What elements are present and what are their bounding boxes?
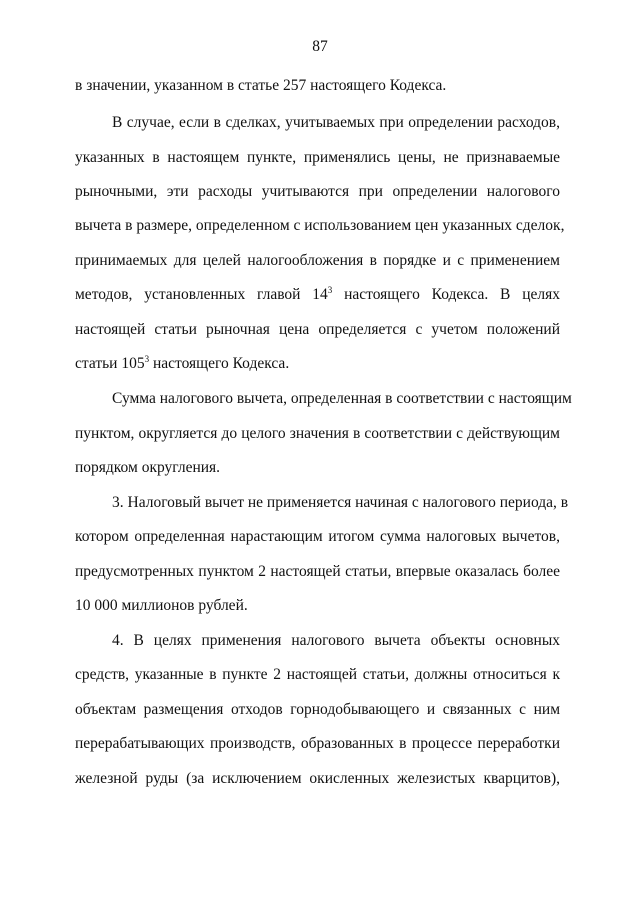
superscript: 3 [144, 354, 150, 364]
paragraph-line: предусмотренных пунктом 2 настоящей статьи, впервые оказалась более [75, 563, 560, 580]
text-run: методов, установленных главой 14 [75, 286, 328, 303]
paragraph-line: средств, указанные в пункте 2 настоящей статьи, должны относиться к [75, 666, 560, 683]
paragraph-line: в значении, указанном в статье 257 настоящего Кодекса. [75, 77, 447, 94]
paragraph-line: объектам размещения отходов горнодобывающего и связанных с ним [75, 701, 560, 718]
paragraph-line: порядком округления. [75, 459, 221, 476]
paragraph-line: перерабатывающих производств, образованных в процессе переработки [75, 735, 560, 752]
text-run: настоящего Кодекса. В целях [332, 286, 560, 303]
text-run: настоящего Кодекса. [149, 355, 290, 372]
paragraph-line: железной руды (за исключением окисленных железистых кварцитов), [75, 770, 560, 787]
paragraph-line: котором определенная нарастающим итогом сумма налоговых вычетов, [75, 528, 560, 545]
paragraph-line: вычета в размере, определенном с использованием цен указанных сделок, [75, 217, 565, 234]
paragraph-line: 4. В целях применения налогового вычета объекты основных [112, 632, 560, 649]
paragraph-line: настоящей статьи рыночная цена определяется с учетом положений [75, 321, 560, 338]
paragraph-line: пунктом, округляется до целого значения в соответствии с действующим [75, 425, 560, 442]
paragraph-line: 10 000 миллионов рублей. [75, 597, 248, 614]
paragraph-line: указанных в настоящем пункте, применялись цены, не признаваемые [75, 149, 560, 166]
paragraph-line [75, 354, 560, 374]
paragraph-line: рыночными, эти расходы учитываются при определении налогового [75, 183, 560, 200]
superscript: 3 [327, 285, 333, 295]
text-run: статьи 105 [75, 355, 145, 372]
paragraph-line: Сумма налогового вычета, определенная в соответствии с настоящим [112, 390, 572, 407]
page-number: 87 [312, 38, 328, 55]
paragraph-line: В случае, если в сделках, учитываемых при определении расходов, [112, 114, 560, 131]
paragraph-line [75, 285, 560, 305]
paragraph-line: 3. Налоговый вычет не применяется начиная с налогового периода, в [112, 494, 569, 511]
paragraph-line: принимаемых для целей налогообложения в порядке и с применением [75, 252, 560, 269]
